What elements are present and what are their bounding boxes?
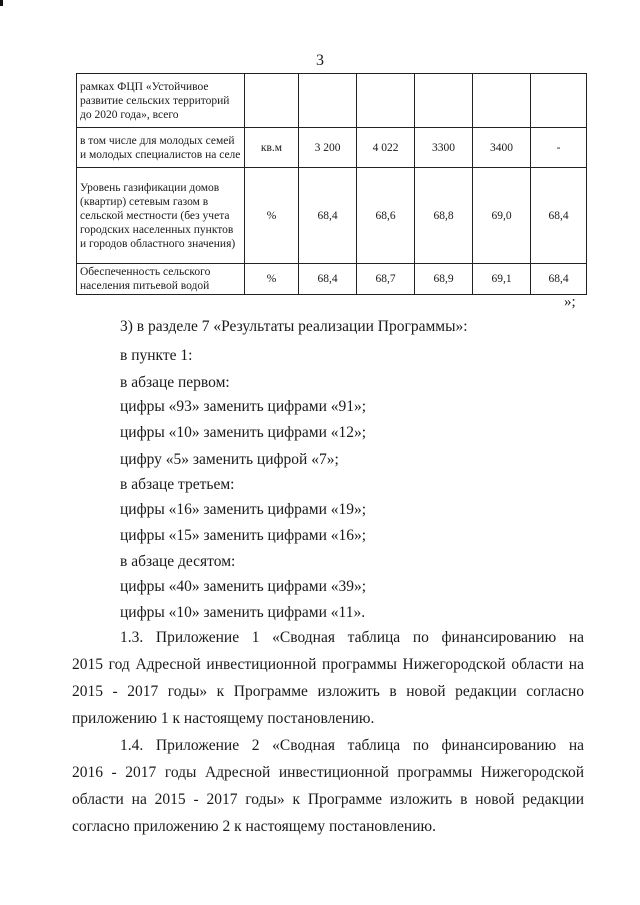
body-line: цифры «10» заменить цифрами «11». — [120, 604, 366, 621]
paragraph-1-3 — [72, 624, 584, 732]
body-line: цифру «5» заменить цифрой «7»; — [120, 451, 339, 468]
row-value: 69,1 — [473, 264, 531, 295]
closing-quote: »; — [564, 294, 576, 310]
paragraph-line: 2015 год Адресной инвестиционной программы Нижегородской области на — [72, 656, 584, 673]
row-value: 68,4 — [531, 264, 587, 295]
row-value: 3300 — [415, 128, 473, 168]
row-value: 68,9 — [415, 264, 473, 295]
row-value: - — [531, 128, 587, 168]
row-unit: кв.м — [245, 128, 299, 168]
row-value: 4 022 — [357, 128, 415, 168]
row-unit: % — [245, 264, 299, 295]
body-line: цифры «40» заменить цифрами «39»; — [120, 578, 367, 595]
paragraph-1-4 — [72, 732, 584, 840]
row-value: 68,8 — [415, 168, 473, 264]
body-line: цифры «16» заменить цифрами «19»; — [120, 501, 367, 518]
table-row — [77, 264, 587, 295]
row-value — [415, 74, 473, 128]
row-value — [299, 74, 357, 128]
paragraph-line: согласно приложению 2 к настоящему постановлению. — [72, 818, 436, 835]
body-line: в пункте 1: — [120, 347, 193, 364]
body-line: в абзаце десятом: — [120, 553, 236, 570]
row-value: 68,4 — [531, 168, 587, 264]
row-value: 3 200 — [299, 128, 357, 168]
body-line: цифры «93» заменить цифрами «91»; — [120, 398, 367, 415]
row-value: 68,4 — [299, 264, 357, 295]
paragraph-line: 1.4. Приложение 2 «Сводная таблица по финансированию на — [120, 737, 584, 754]
row-label: Уровень газификации домов (квартир) сетевым газом в сельской местности (без учета городских населенных пунктов и городов областного значения) — [77, 168, 245, 264]
body-line: в абзаце третьем: — [120, 476, 235, 493]
row-value — [357, 74, 415, 128]
row-value: 68,6 — [357, 168, 415, 264]
row-value — [473, 74, 531, 128]
row-unit — [245, 74, 299, 128]
paragraph-line: 2015 - 2017 годы» к Программе изложить в новой редакции согласно — [72, 683, 584, 700]
body-line: цифры «15» заменить цифрами «16»; — [120, 527, 367, 544]
row-label: рамках ФЦП «Устойчивое развитие сельских территорий до 2020 года», всего — [77, 74, 245, 128]
paragraph-line: 2016 - 2017 годы Адресной инвестиционной программы Нижегородской — [72, 764, 584, 781]
row-value: 68,4 — [299, 168, 357, 264]
body-line: цифры «10» заменить цифрами «12»; — [120, 424, 367, 441]
paragraph-line: 1.3. Приложение 1 «Сводная таблица по финансированию на — [120, 629, 584, 646]
row-value: 69,0 — [473, 168, 531, 264]
table-row — [77, 128, 587, 168]
table-row — [77, 74, 587, 128]
page-number: 3 — [316, 52, 324, 69]
row-label: в том числе для молодых семей и молодых специалистов на селе — [77, 128, 245, 168]
paragraph-line: приложению 1 к настоящему постановлению. — [72, 710, 375, 727]
row-label: Обеспеченность сельского населения питьевой водой — [77, 264, 245, 295]
body-line: в абзаце первом: — [120, 374, 230, 391]
table-row — [77, 168, 587, 264]
row-unit: % — [245, 168, 299, 264]
row-value: 3400 — [473, 128, 531, 168]
paragraph-line: области на 2015 - 2017 годы» к Программе изложить в новой редакции — [72, 791, 584, 808]
indicator-table — [76, 73, 587, 295]
row-value: 68,7 — [357, 264, 415, 295]
body-line: 3) в разделе 7 «Результаты реализации Программы»: — [120, 318, 468, 335]
row-value — [531, 74, 587, 128]
scan-speck — [0, 0, 3, 6]
